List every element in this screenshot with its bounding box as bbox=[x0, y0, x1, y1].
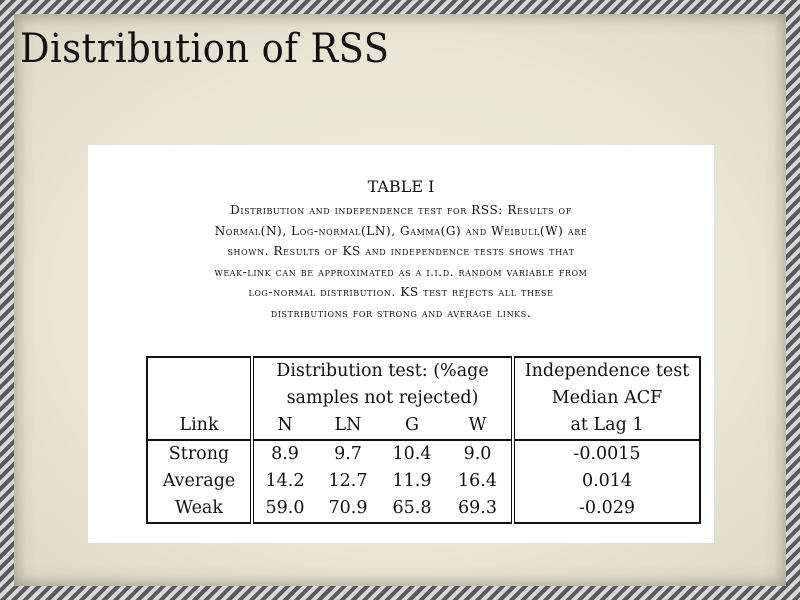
header-link: Link bbox=[179, 415, 219, 435]
table-caption bbox=[108, 200, 694, 323]
rss-distribution-table bbox=[146, 356, 701, 524]
cell-link: Weak bbox=[175, 498, 223, 518]
header-dist-line1: Distribution test: (%age bbox=[252, 357, 513, 385]
table-image bbox=[88, 145, 714, 543]
cell-ln: 70.9 bbox=[328, 498, 368, 518]
cell-g: 11.9 bbox=[392, 471, 432, 491]
header-ind-line2: Median ACF bbox=[513, 385, 700, 412]
cell-g: 10.4 bbox=[380, 440, 444, 468]
cell-acf: -0.0015 bbox=[513, 440, 700, 468]
cell-link: Average bbox=[162, 471, 236, 491]
cell-acf: -0.029 bbox=[513, 495, 700, 523]
cell-g: 65.8 bbox=[392, 498, 432, 518]
cell-n: 59.0 bbox=[252, 495, 316, 523]
cell-ln: 12.7 bbox=[328, 471, 368, 491]
caption-line: Normal(N), Log-normal(LN), Gamma(G) and Weibull(W) are bbox=[214, 223, 588, 238]
header-row bbox=[147, 357, 700, 385]
cell-n: 14.2 bbox=[252, 468, 316, 495]
cell-link: Strong bbox=[147, 440, 252, 468]
header-row bbox=[147, 385, 700, 412]
header-ln: LN bbox=[334, 415, 362, 435]
caption-line: Distribution and independence test for RSS: Results of bbox=[230, 203, 572, 217]
caption-line: weak-link can be approximated as a i.i.d. random variable from bbox=[214, 264, 588, 279]
cell-w: 9.0 bbox=[444, 440, 513, 468]
header-w: W bbox=[468, 415, 487, 435]
table-row bbox=[147, 495, 700, 523]
table-row bbox=[147, 468, 700, 495]
caption-line: log-normal distribution. KS test rejects all these bbox=[248, 285, 554, 299]
cell-ln: 9.7 bbox=[316, 440, 380, 468]
caption-line: shown. Results of KS and independence tests shows that bbox=[227, 244, 575, 258]
cell-n: 8.9 bbox=[252, 440, 316, 468]
caption-line: distributions for strong and average links. bbox=[270, 305, 532, 320]
slide-title: Distribution of RSS bbox=[20, 26, 390, 72]
cell-w: 16.4 bbox=[458, 471, 497, 491]
table-row bbox=[147, 440, 700, 468]
header-ind-line1: Independence test bbox=[513, 357, 700, 385]
header-row bbox=[147, 412, 700, 440]
cell-acf: 0.014 bbox=[513, 468, 700, 495]
header-n: N bbox=[252, 412, 316, 440]
header-ind-line3: at Lag 1 bbox=[513, 412, 700, 440]
header-dist-line2: samples not rejected) bbox=[252, 385, 513, 412]
slide bbox=[14, 14, 786, 586]
table-number: TABLE I bbox=[367, 177, 435, 196]
header-g: G bbox=[405, 415, 419, 435]
cell-w: 69.3 bbox=[458, 498, 497, 518]
